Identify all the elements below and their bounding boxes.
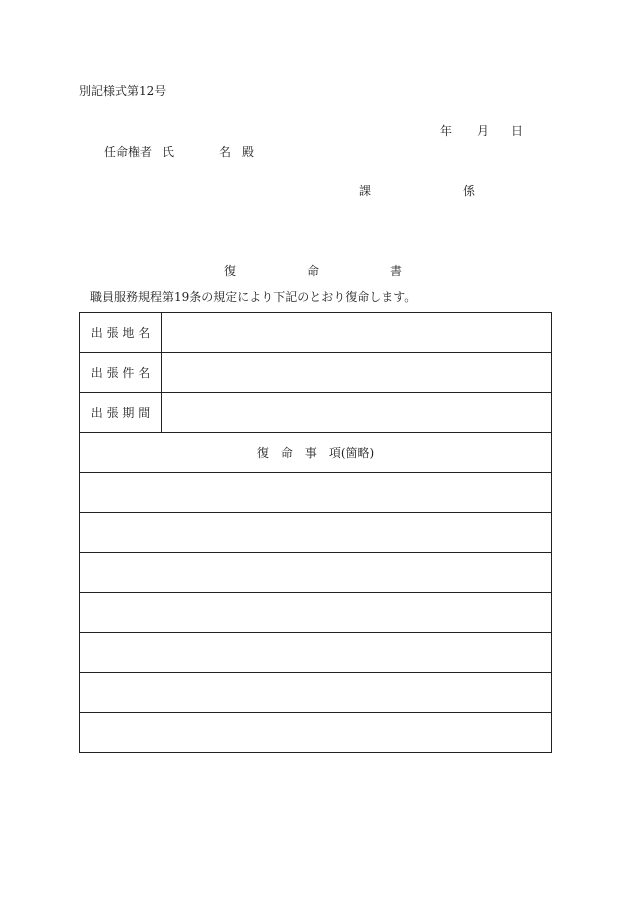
doc-title-char-3: 書 bbox=[390, 264, 403, 278]
destination-field[interactable] bbox=[162, 313, 552, 353]
table-row bbox=[80, 553, 552, 593]
row-label-period: 出 張 期 間 bbox=[80, 393, 162, 433]
table-row bbox=[80, 513, 552, 553]
report-line-field[interactable] bbox=[80, 473, 552, 513]
report-line-field[interactable] bbox=[80, 633, 552, 673]
addressee-shi: 氏 bbox=[162, 145, 175, 159]
doc-title-char-2: 命 bbox=[307, 264, 320, 278]
items-header: 復 命 事 項(箇略) bbox=[80, 433, 552, 473]
date-year-label: 年 bbox=[440, 124, 453, 138]
table-row bbox=[80, 433, 552, 473]
table-row bbox=[80, 713, 552, 753]
table-row bbox=[80, 353, 552, 393]
date-day-label: 日 bbox=[511, 124, 524, 138]
row-label-destination: 出 張 地 名 bbox=[80, 313, 162, 353]
addressee-mei: 名 bbox=[219, 145, 232, 159]
doc-title-char-1: 復 bbox=[224, 264, 237, 278]
intro-text: 職員服務規程第19条の規定により下記のとおり復命します。 bbox=[90, 290, 417, 304]
report-table bbox=[79, 312, 552, 753]
row-label-subject: 出 張 件 名 bbox=[80, 353, 162, 393]
report-line-field[interactable] bbox=[80, 553, 552, 593]
table-row bbox=[80, 673, 552, 713]
table-row bbox=[80, 473, 552, 513]
addressee-title: 任命権者 bbox=[104, 145, 153, 159]
addressee-honorific: 殿 bbox=[242, 145, 255, 159]
report-line-field[interactable] bbox=[80, 673, 552, 713]
table-row bbox=[80, 633, 552, 673]
date-month-label: 月 bbox=[477, 124, 490, 138]
period-field[interactable] bbox=[162, 393, 552, 433]
table-row bbox=[80, 313, 552, 353]
report-line-field[interactable] bbox=[80, 513, 552, 553]
table-row bbox=[80, 393, 552, 433]
sender-kakari: 係 bbox=[463, 184, 476, 198]
report-line-field[interactable] bbox=[80, 593, 552, 633]
sender-ka: 課 bbox=[359, 184, 372, 198]
report-line-field[interactable] bbox=[80, 713, 552, 753]
form-number: 別記様式第12号 bbox=[79, 84, 167, 98]
subject-field[interactable] bbox=[162, 353, 552, 393]
table-row bbox=[80, 593, 552, 633]
